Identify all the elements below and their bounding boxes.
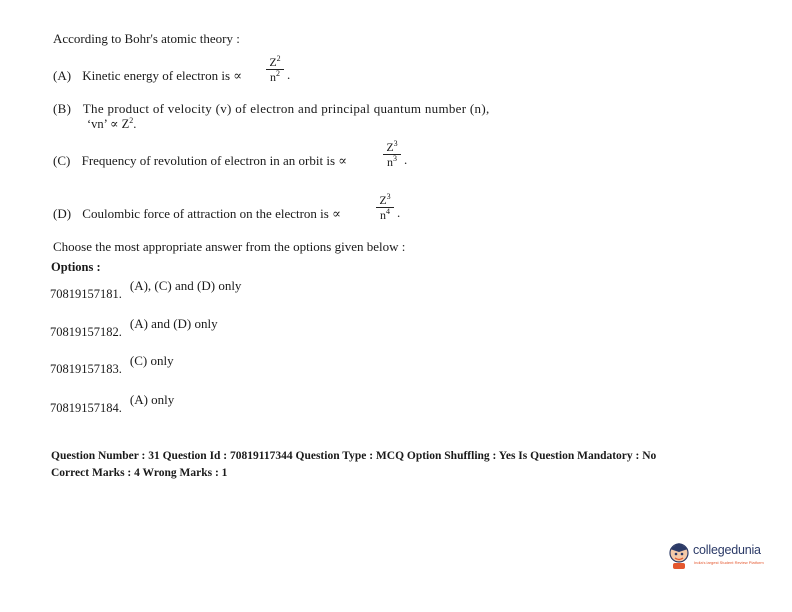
choose-instruction: Choose the most appropriate answer from the options given below : — [53, 239, 406, 254]
statement-b-line2: ‘vn’ ∝ $Z^2$. — [87, 115, 137, 131]
option-4[interactable] — [50, 391, 175, 415]
question-meta-line2: Correct Marks : 4 Wrong Marks : 1 — [51, 467, 228, 479]
option-1[interactable] — [50, 277, 242, 301]
statement-label: (C) — [53, 153, 71, 168]
question-meta-line1: Question Number : 31 Question Id : 70819117344 Question Type : MCQ Option Shuffling : Yes Is Question Mandatory : No — [51, 450, 657, 462]
option-id: 70819157181. — [50, 287, 122, 301]
statement-c-tail: . — [404, 152, 408, 167]
statement-label: (A) — [53, 68, 72, 83]
statement-c — [53, 153, 347, 169]
statement-d — [53, 206, 341, 222]
option-text: (A), (C) and (D) only — [129, 278, 242, 293]
statement-a-tail: . — [287, 67, 291, 82]
option-2[interactable] — [50, 315, 218, 339]
option-3[interactable] — [50, 352, 174, 376]
option-text: (A) and (D) only — [129, 316, 218, 331]
statement-text: Kinetic energy of electron is ∝ — [82, 68, 243, 83]
brand-tagline: India's largest Student Review Platform — [694, 560, 764, 565]
statement-b — [53, 101, 490, 117]
statement-text: The product of velocity (v) of electron and principal quantum number (n), — [82, 101, 490, 116]
options-heading: Options : — [51, 260, 101, 274]
fraction-d: $Z^3$ $n^4$ — [376, 194, 394, 221]
fraction-c: $Z^3$ $n^3$ — [383, 141, 401, 168]
statement-a — [53, 68, 242, 84]
option-id: 70819157182. — [50, 325, 122, 339]
option-text: (C) only — [129, 353, 174, 368]
option-id: 70819157184. — [50, 401, 122, 415]
statement-text: Frequency of revolution of electron in an orbit is ∝ — [81, 153, 348, 168]
option-text: (A) only — [129, 392, 175, 407]
question-stem: According to Bohr's atomic theory : — [53, 31, 240, 46]
option-id: 70819157183. — [50, 362, 122, 376]
mascot-icon — [666, 540, 692, 570]
statement-d-tail: . — [397, 205, 401, 220]
statement-text: Coulombic force of attraction on the electron is ∝ — [82, 206, 341, 221]
fraction-a: $Z^2$ $n^2$ — [266, 56, 284, 83]
brand-name: collegedunia — [693, 543, 761, 557]
statement-label: (B) — [53, 101, 72, 116]
statement-label: (D) — [53, 206, 72, 221]
collegedunia-logo — [666, 538, 766, 574]
